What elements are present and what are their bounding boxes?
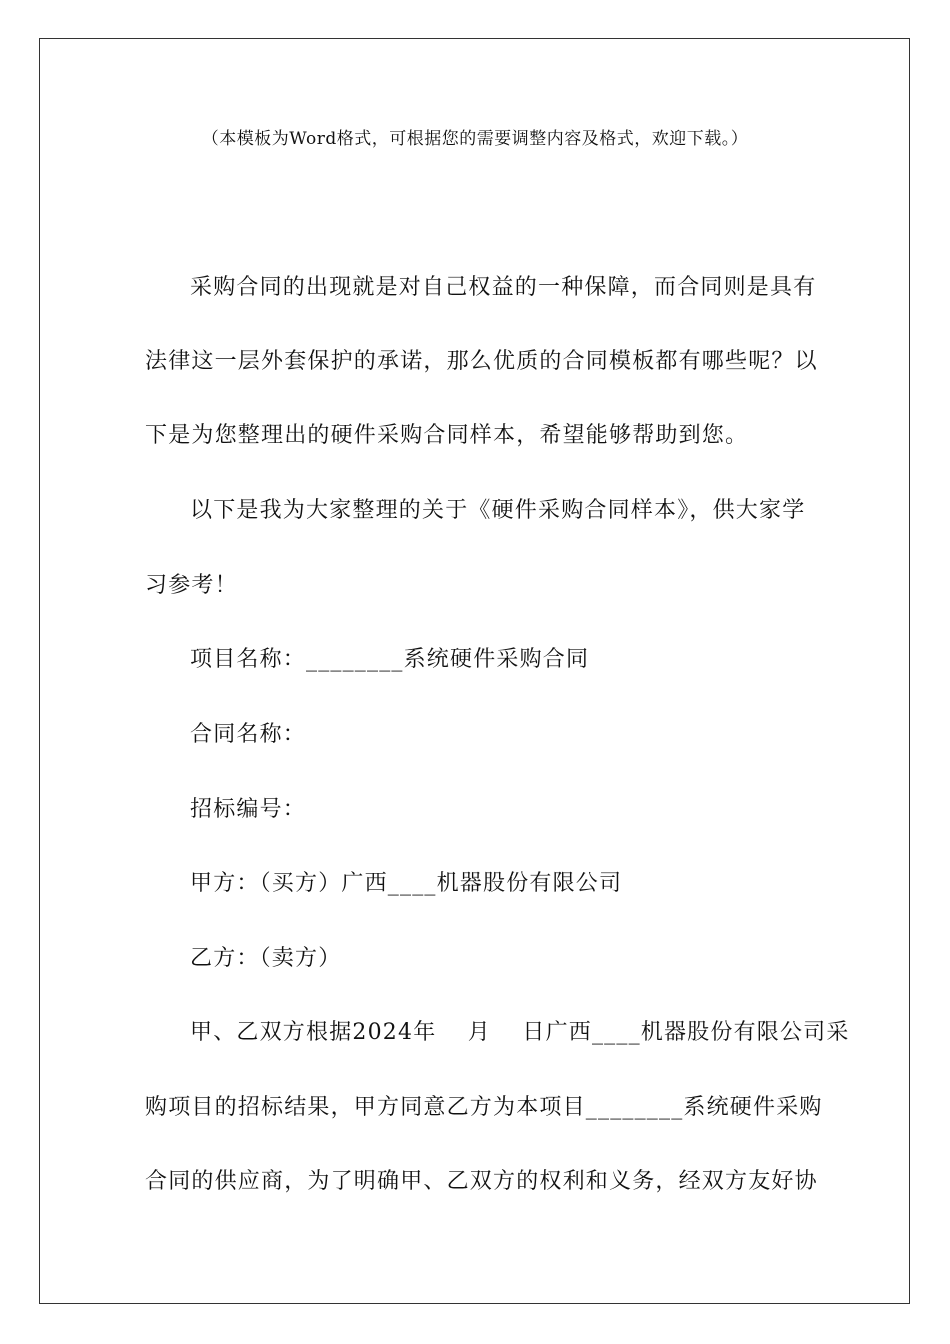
body-line-1: 甲、乙双方根据2024年 月 日广西____机器股份有限公司采	[190, 1020, 850, 1045]
intro-line-1: 采购合同的出现就是对自己权益的一种保障，而合同则是具有	[190, 275, 817, 300]
field-tender-number: 招标编号：	[190, 797, 307, 822]
body-line-3: 合同的供应商，为了明确甲、乙双方的权利和义务，经双方友好协	[145, 1169, 818, 1194]
field-party-b: 乙方：（卖方）	[190, 946, 342, 971]
intro-line-2: 法律这一层外套保护的承诺，那么优质的合同模板都有哪些呢？以	[145, 349, 818, 374]
field-contract-name: 合同名称：	[190, 722, 307, 747]
lead-line-1: 以下是我为大家整理的关于《硬件采购合同样本》，供大家学	[190, 498, 806, 523]
lead-line-2: 习参考！	[145, 573, 238, 598]
field-project-name: 项目名称：________系统硬件采购合同	[190, 647, 590, 672]
intro-line-3: 下是为您整理出的硬件采购合同样本，希望能够帮助到您。	[145, 423, 749, 448]
body-line-2: 购项目的招标结果，甲方同意乙方为本项目________系统硬件采购	[145, 1095, 823, 1120]
template-note: （本模板为Word格式，可根据您的需要调整内容及格式，欢迎下载。）	[201, 129, 749, 149]
field-party-a: 甲方：（买方）广西____机器股份有限公司	[190, 871, 623, 896]
